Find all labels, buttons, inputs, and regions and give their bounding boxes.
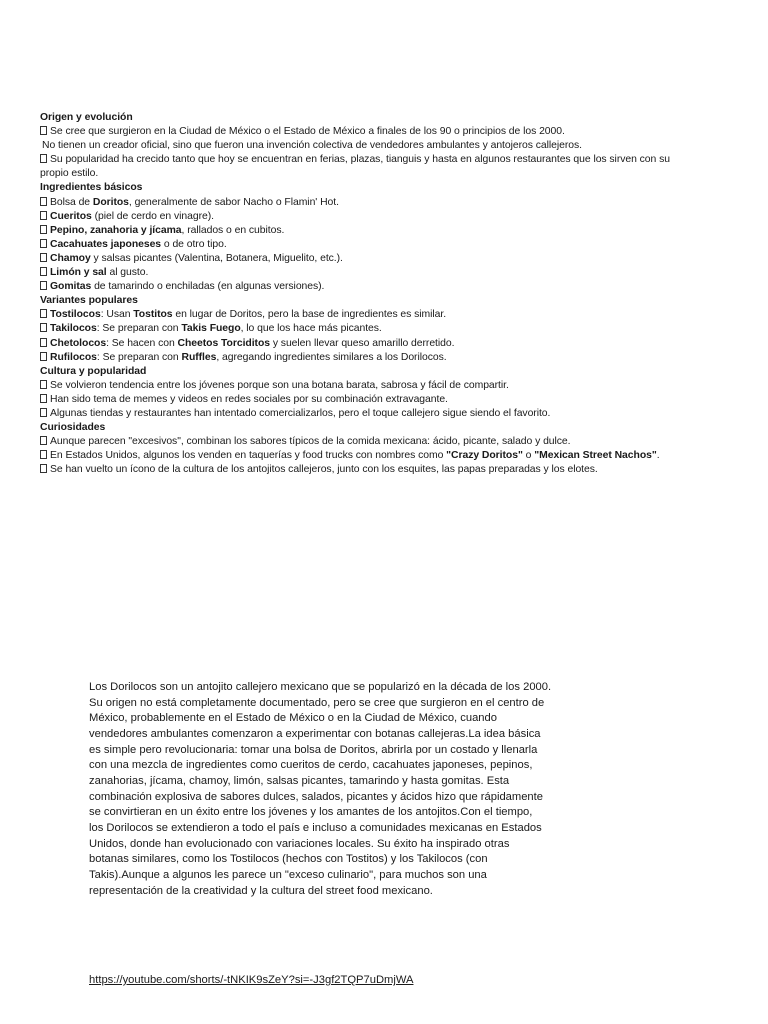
- paragraph-line: se convirtieran en un éxito entre los jóvenes y los amantes de los antojitos.Con el tiempo,: [89, 806, 533, 819]
- notes-section: [40, 111, 700, 477]
- paragraph-line: Los Dorilocos son un antojito callejero mexicano que se popularizó en la década de los 2000.: [89, 681, 552, 693]
- missing-glyph-icon: [40, 309, 47, 318]
- paragraph-line: Su origen no está completamente documentado, pero se cree que surgieron en el centro de: [89, 696, 545, 709]
- heading-variantes: Variantes populares: [40, 295, 138, 307]
- missing-glyph-icon: [40, 126, 47, 135]
- list-item: Aunque parecen "excesivos", combinan los sabores típicos de la comida mexicana: ácido, picante, salado y dulce.: [40, 435, 700, 449]
- list-item: Rufilocos: Se preparan con Ruffles, agregando ingredientes similares a los Dorilocos.: [40, 351, 700, 365]
- list-item: Se han vuelto un ícono de la cultura de los antojitos callejeros, junto con los esquites, las papas preparadas y los elotes.: [40, 463, 700, 477]
- missing-glyph-icon: [40, 267, 47, 276]
- missing-glyph-icon: [40, 253, 47, 262]
- list-item: En Estados Unidos, algunos los venden en taquerías y food trucks con nombres como "Crazy Doritos" o "Mexican Street Nachos".: [40, 449, 700, 463]
- list-item: Bolsa de Doritos, generalmente de sabor Nacho o Flamin' Hot.: [40, 196, 700, 210]
- missing-glyph-icon: [40, 450, 47, 459]
- missing-glyph-icon: [40, 408, 47, 417]
- paragraph-line: es simple pero revolucionaria: tomar una bolsa de Doritos, abrirla por un costado y llenarla: [89, 743, 538, 756]
- paragraph-line: botanas similares, como los Tostilocos (hechos con Tostitos) y los Takilocos (con: [89, 853, 488, 866]
- paragraph-line: combinación explosiva de sabores dulces, salados, picantes y ácidos hizo que rápidamente: [89, 790, 543, 803]
- list-item-continuation: propio estilo.: [40, 168, 99, 180]
- paragraph-line: Unidos, donde han evolucionado con variaciones locales. Su éxito ha inspirado otras: [89, 837, 510, 850]
- missing-glyph-icon: [40, 436, 47, 445]
- missing-glyph-icon: [40, 239, 47, 248]
- list-item: Han sido tema de memes y videos en redes sociales por su combinación extravagante.: [40, 393, 700, 407]
- list-item: Se volvieron tendencia entre los jóvenes porque son una botana barata, sabrosa y fácil de compartir.: [40, 379, 700, 393]
- list-item: Chamoy y salsas picantes (Valentina, Botanera, Miguelito, etc.).: [40, 252, 700, 266]
- list-item: Cueritos (piel de cerdo en vinagre).: [40, 210, 700, 224]
- list-item: Tostilocos: Usan Tostitos en lugar de Doritos, pero la base de ingredientes es similar.: [40, 308, 700, 322]
- body-paragraph: [89, 680, 571, 899]
- list-item: No tienen un creador oficial, sino que fueron una invención colectiva de vendedores ambulantes y antojeros callejeros.: [42, 140, 582, 152]
- missing-glyph-icon: [40, 281, 47, 290]
- list-item: Takilocos: Se preparan con Takis Fuego, lo que los hace más picantes.: [40, 322, 700, 336]
- missing-glyph-icon: [40, 394, 47, 403]
- heading-cultura: Cultura y popularidad: [40, 365, 147, 377]
- list-item: Cacahuates japoneses o de otro tipo.: [40, 238, 700, 252]
- paragraph-line: Takis).Aunque a algunos les parece un "exceso culinario", para muchos son una: [89, 868, 487, 881]
- paragraph-line: con una mezcla de ingredientes como cueritos de cerdo, cacahuates japoneses, pepinos,: [89, 759, 533, 772]
- paragraph-line: representación de la creatividad y la cultura del street food mexicano.: [89, 884, 433, 897]
- missing-glyph-icon: [40, 338, 47, 347]
- list-item: Chetolocos: Se hacen con Cheetos Torciditos y suelen llevar queso amarillo derretido.: [40, 337, 700, 351]
- list-item: Gomitas de tamarindo o enchiladas (en algunas versiones).: [40, 280, 700, 294]
- list-item: Pepino, zanahoria y jícama, rallados o en cubitos.: [40, 224, 700, 238]
- list-item: Algunas tiendas y restaurantes han intentado comercializarlos, pero el toque callejero sigue siendo el favorito.: [40, 407, 700, 421]
- missing-glyph-icon: [40, 211, 47, 220]
- paragraph-line: México, probablemente en el Estado de México o en la Ciudad de México, cuando: [89, 712, 497, 725]
- missing-glyph-icon: [40, 323, 47, 332]
- missing-glyph-icon: [40, 197, 47, 206]
- heading-origen: Origen y evolución: [40, 112, 133, 123]
- paragraph-line: vendedores ambulantes comenzaron a experimentar con botanas callejeras.La idea básica: [89, 727, 541, 740]
- missing-glyph-icon: [40, 352, 47, 361]
- missing-glyph-icon: [40, 380, 47, 389]
- paragraph-line: los Dorilocos se extendieron a todo el país e incluso a comunidades mexicanas en Estados: [89, 821, 542, 834]
- paragraph-line: zanahorias, jícama, chamoy, limón, salsas picantes, tamarindo y hasta gomitas. Esta: [89, 774, 510, 787]
- heading-ingredientes: Ingredientes básicos: [40, 182, 143, 194]
- youtube-link[interactable]: https://youtube.com/shorts/-tNKIK9sZeY?si=-J3gf2TQP7uDmjWA: [89, 974, 414, 986]
- list-item: Se cree que surgieron en la Ciudad de México o el Estado de México a finales de los 90 o principios de los 2000.: [40, 125, 700, 139]
- list-item: Su popularidad ha crecido tanto que hoy se encuentran en ferias, plazas, tianguis y hasta en algunos restaurantes que los sirven con su: [40, 153, 700, 167]
- missing-glyph-icon: [40, 464, 47, 473]
- missing-glyph-icon: [40, 154, 47, 163]
- heading-curiosidades: Curiosidades: [40, 422, 106, 434]
- missing-glyph-icon: [40, 225, 47, 234]
- list-item: Limón y sal al gusto.: [40, 266, 700, 280]
